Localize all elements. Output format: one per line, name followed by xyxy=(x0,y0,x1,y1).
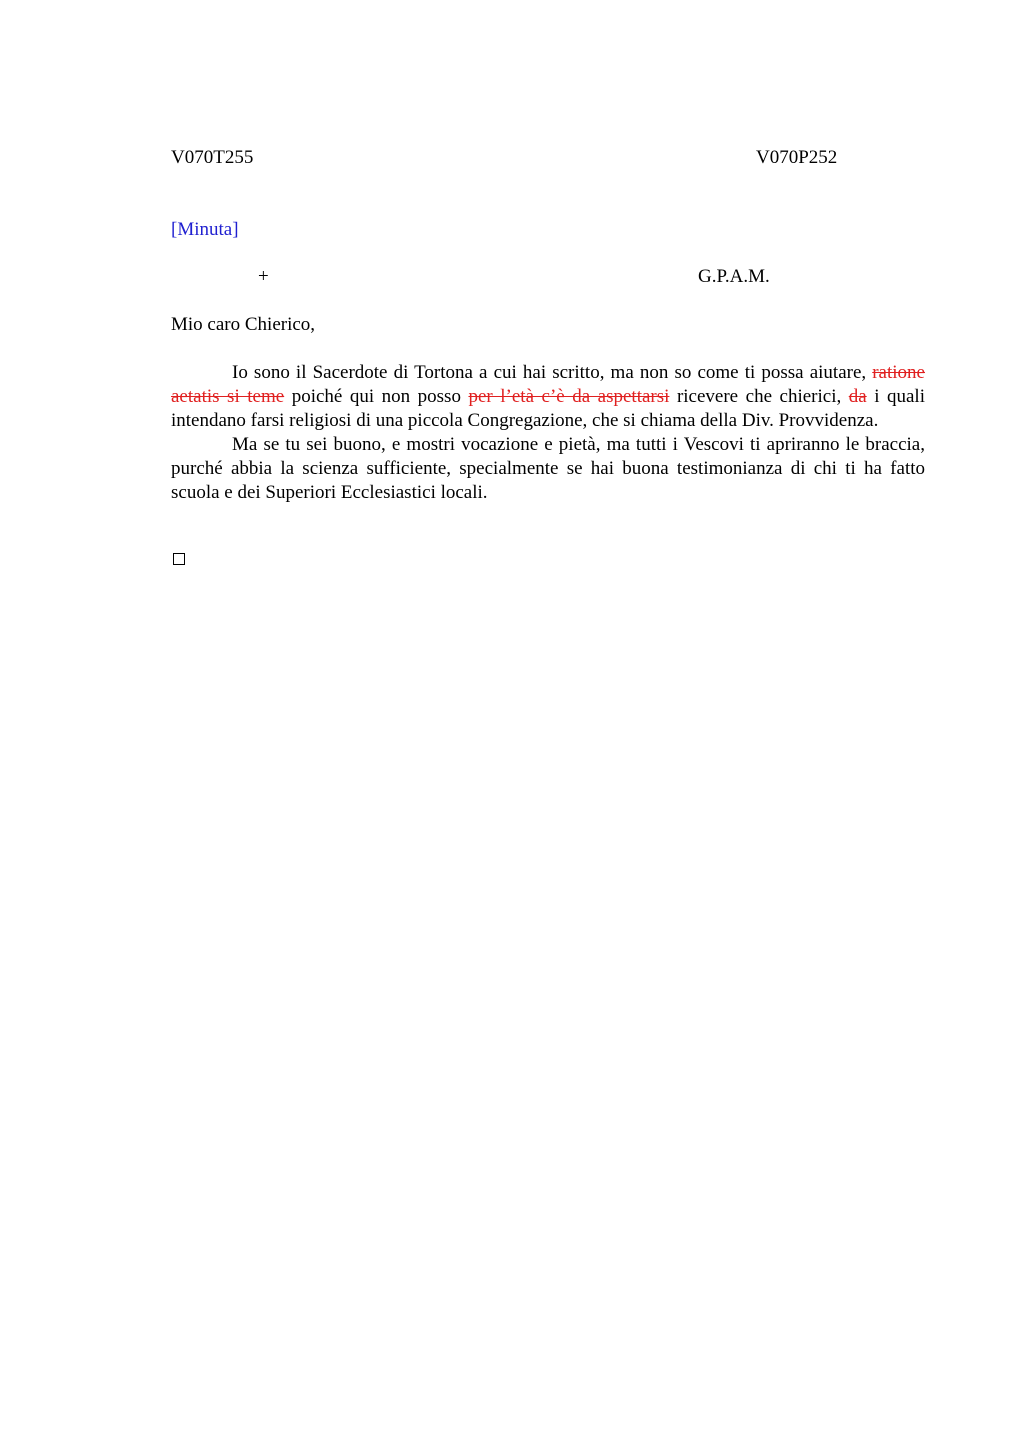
document-code-left: V070T255 xyxy=(171,147,254,168)
gpam-heading: G.P.A.M. xyxy=(698,266,770,287)
minuta-label: [Minuta] xyxy=(171,219,239,240)
paragraph-1 xyxy=(171,361,925,433)
text-run: ricevere che chierici, xyxy=(669,386,849,407)
deleted-text: da xyxy=(848,386,867,407)
letter-body xyxy=(171,361,925,505)
deleted-text: ratione aetatis si teme xyxy=(171,362,925,407)
salutation: Mio caro Chierico, xyxy=(171,314,316,335)
cross-symbol: + xyxy=(258,266,269,287)
text-run: poiché qui non posso xyxy=(284,386,469,407)
text-run: Io sono il Sacerdote di Tortona a cui hai scritto, ma non so come ti possa aiutare, xyxy=(232,362,873,383)
deleted-text: per l’età c’è da aspettarsi xyxy=(468,386,670,407)
text-run: i quali intendano farsi religiosi di una piccola Congregazione, che si chiama della Div. Provvidenza. xyxy=(171,386,925,431)
end-square-icon xyxy=(173,553,185,565)
document-code-right: V070P252 xyxy=(756,147,838,168)
paragraph-2: Ma se tu sei buono, e mostri vocazione e pietà, ma tutti i Vescovi ti apriranno le braccia, purché abbia la scienza sufficiente, specialmente se hai buona testimonianza di chi ti ha fatto scuola e dei Superiori Ecclesiastici locali. xyxy=(171,434,925,503)
